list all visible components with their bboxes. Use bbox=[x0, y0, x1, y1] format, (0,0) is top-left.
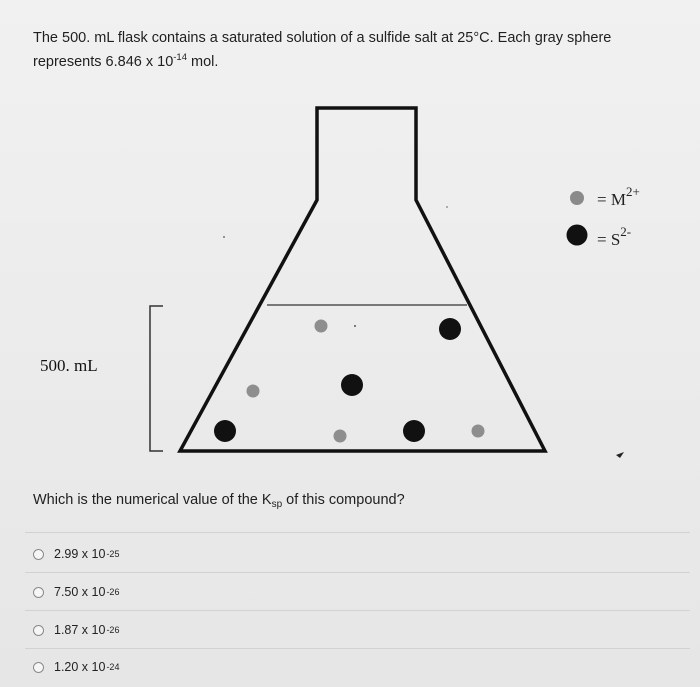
option-mantissa: 7.50 x 10 bbox=[54, 585, 106, 599]
gray-sphere-m2plus bbox=[315, 320, 328, 333]
option-exponent: -26 bbox=[106, 587, 120, 597]
legend-m2plus-eq: = M bbox=[597, 190, 626, 209]
option-mantissa: 1.20 x 10 bbox=[54, 660, 106, 674]
divider bbox=[25, 610, 690, 611]
option-exponent: -24 bbox=[106, 662, 120, 672]
mouse-cursor-icon bbox=[616, 452, 624, 458]
question-suffix: mol. bbox=[187, 54, 219, 70]
black-sphere-s2minus bbox=[403, 420, 425, 442]
radio-icon[interactable] bbox=[33, 549, 44, 560]
answer-option-3[interactable] bbox=[33, 619, 119, 641]
legend-gray-sphere bbox=[570, 191, 584, 205]
ksp-question bbox=[33, 492, 405, 510]
question-prefix: The 500. mL flask contains a saturated solution of a sulfide salt at 25°C. Each gray sphere represents 6.846 x 10 bbox=[33, 30, 612, 70]
legend-m2plus-charge: 2+ bbox=[625, 184, 640, 199]
legend-s2minus-charge: 2- bbox=[620, 224, 632, 239]
divider bbox=[25, 572, 690, 573]
gray-sphere-m2plus bbox=[472, 425, 485, 438]
speck bbox=[223, 236, 225, 238]
answer-option-1[interactable] bbox=[33, 543, 119, 565]
volume-label: 500. mL bbox=[40, 356, 98, 375]
option-mantissa: 2.99 x 10 bbox=[54, 547, 106, 561]
legend-s2minus-eq: = S bbox=[597, 230, 621, 249]
speck bbox=[446, 206, 448, 208]
volume-bracket bbox=[150, 306, 163, 451]
black-sphere-s2minus bbox=[214, 420, 236, 442]
black-sphere-s2minus bbox=[341, 374, 363, 396]
legend-m2plus bbox=[597, 184, 640, 210]
gray-sphere-m2plus bbox=[334, 430, 347, 443]
ksp-subscript: sp bbox=[271, 499, 283, 510]
divider bbox=[25, 648, 690, 649]
black-sphere-s2minus bbox=[439, 318, 461, 340]
ksp-question-before: Which is the numerical value of the K bbox=[33, 492, 272, 508]
option-mantissa: 1.87 x 10 bbox=[54, 623, 106, 637]
legend-s2minus bbox=[597, 224, 631, 250]
option-exponent: -25 bbox=[106, 549, 120, 559]
radio-icon[interactable] bbox=[33, 625, 44, 636]
answer-option-4[interactable] bbox=[33, 656, 119, 678]
speck bbox=[354, 325, 356, 327]
radio-icon[interactable] bbox=[33, 662, 44, 673]
divider bbox=[25, 532, 690, 533]
answer-option-2[interactable] bbox=[33, 581, 119, 603]
gray-sphere-m2plus bbox=[247, 385, 260, 398]
legend-black-sphere bbox=[567, 225, 588, 246]
question-exponent: -14 bbox=[173, 52, 187, 63]
radio-icon[interactable] bbox=[33, 587, 44, 598]
flask-outline bbox=[180, 108, 545, 451]
ksp-question-after: of this compound? bbox=[282, 492, 405, 508]
option-exponent: -26 bbox=[106, 625, 120, 635]
